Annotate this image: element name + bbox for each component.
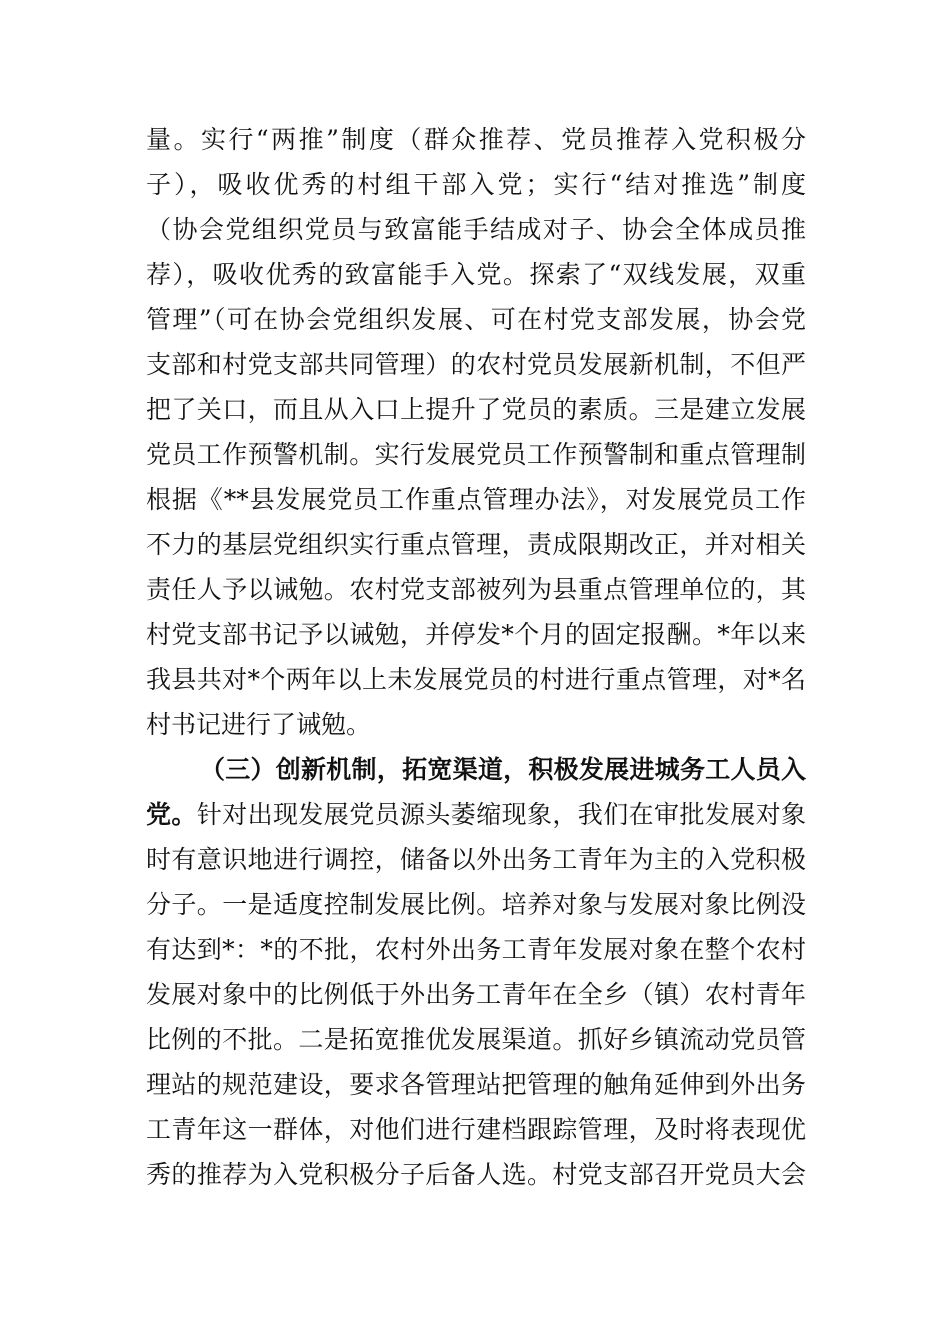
paragraph-line: 量。实行“两推”制度（群众推荐、党员推荐入党积极分 (146, 125, 806, 154)
section-heading-end: 党。 (146, 800, 197, 829)
paragraph-line: 时有意识地进行调控，储备以外出务工青年为主的入党积极 (146, 845, 806, 874)
paragraph-line: 发展对象中的比例低于外出务工青年在全乡（镇）农村青年 (146, 980, 806, 1009)
paragraph-line: 不力的基层党组织实行重点管理，责成限期改正，并对相关 (146, 530, 806, 559)
paragraph-line: 荐），吸收优秀的致富能手入党。探索了“双线发展，双重 (146, 260, 806, 289)
paragraph-line: 支部和村党支部共同管理）的农村党员发展新机制，不但严 (146, 350, 806, 379)
paragraph-line: 责任人予以诫勉。农村党支部被列为县重点管理单位的，其 (146, 575, 806, 604)
paragraph-line: 子），吸收优秀的村组干部入党；实行“结对推选”制度 (146, 170, 806, 199)
paragraph-line: 分子。一是适度控制发展比例。培养对象与发展对象比例没 (146, 890, 806, 919)
section-heading-line: （三）创新机制，拓宽渠道，积极发展进城务工人员入 (200, 755, 806, 784)
paragraph-line: 村党支部书记予以诫勉，并停发*个月的固定报酬。*年以来 (146, 620, 806, 649)
paragraph-line (146, 797, 806, 833)
paragraph-line: 党员工作预警机制。实行发展党员工作预警制和重点管理制 (146, 440, 806, 469)
paragraph-line: 我县共对*个两年以上未发展党员的村进行重点管理，对*名 (146, 665, 806, 694)
paragraph-line: 有达到*：*的不批，农村外出务工青年发展对象在整个农村 (146, 935, 806, 964)
paragraph-line: 把了关口，而且从入口上提升了党员的素质。三是建立发展 (146, 395, 806, 424)
paragraph-line: 村书记进行了诫勉。 (146, 710, 372, 739)
paragraph-line: 秀的推荐为入党积极分子后备人选。村党支部召开党员大会 (146, 1160, 806, 1189)
paragraph-text: 针对出现发展党员源头萎缩现象，我们在审批发展对象 (196, 800, 806, 829)
paragraph-line: 工青年这一群体，对他们进行建档跟踪管理，及时将表现优 (146, 1115, 806, 1144)
paragraph-line: （协会党组织党员与致富能手结成对子、协会全体成员推 (146, 215, 806, 244)
paragraph-line: 根据《**县发展党员工作重点管理办法》，对发展党员工作 (146, 485, 806, 514)
paragraph-line: 比例的不批。二是拓宽推优发展渠道。抓好乡镇流动党员管 (146, 1025, 806, 1054)
paragraph-line: 管理”（可在协会党组织发展、可在村党支部发展，协会党 (146, 305, 806, 334)
paragraph-line: 理站的规范建设，要求各管理站把管理的触角延伸到外出务 (146, 1070, 806, 1099)
